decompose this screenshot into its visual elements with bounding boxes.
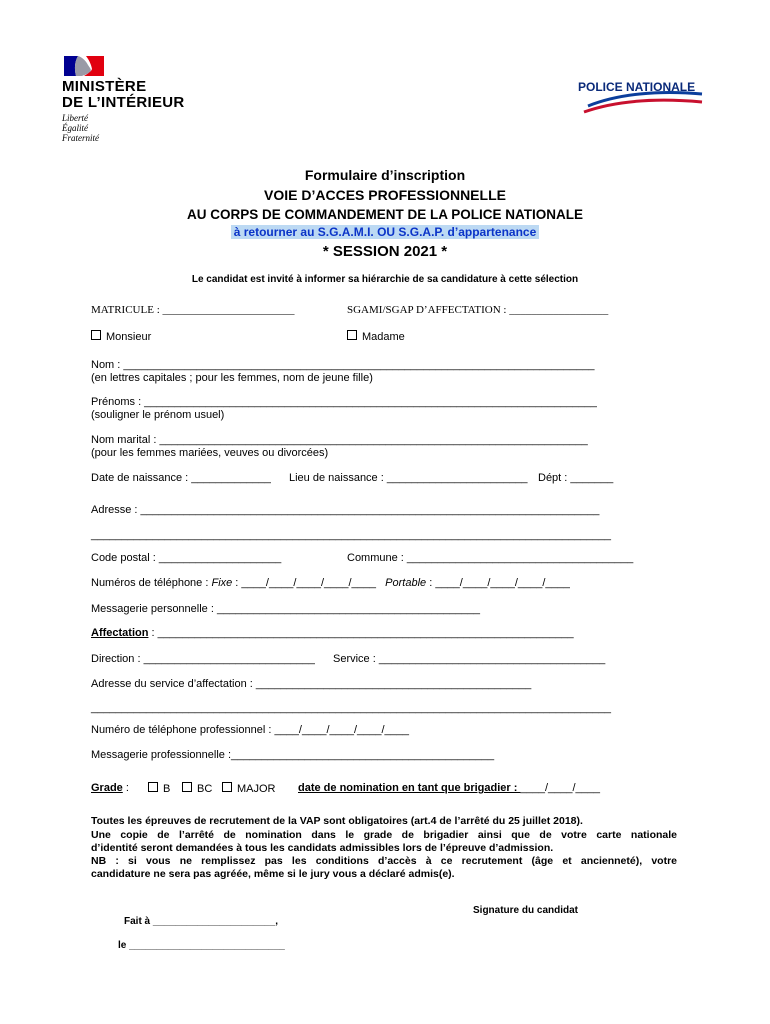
ministry-name-line2: DE L’INTÉRIEUR (62, 94, 185, 111)
affectation-field[interactable]: : ____________________________________________________________________ (148, 627, 574, 639)
grade-label: Grade (91, 782, 123, 794)
affectation-label: Affectation (91, 627, 149, 639)
adresse-service-line2-field[interactable]: _____________________________________________________________________________________ (91, 702, 612, 714)
nom-hint: (en lettres capitales ; pour les femmes, nom de jeune fille) (91, 372, 373, 384)
note-nb-line2: candidature ne sera pas agréée, même si le jury vous a déclaré admis(e). (91, 868, 455, 880)
marianne-icon (62, 55, 106, 77)
nom-marital-field[interactable]: Nom marital : ______________________________________________________________________ (91, 434, 588, 446)
session-title: * SESSION 2021 * (322, 243, 448, 260)
motto-egalite: Égalité (62, 123, 88, 133)
grade-major-label: MAJOR (237, 783, 276, 795)
police-logo-text: POLICE NATIONALE (578, 80, 696, 94)
grade-b-label: B (163, 783, 171, 795)
code-postal-field[interactable]: Code postal : ____________________ (91, 552, 282, 564)
sgami-field[interactable]: SGAMI/SGAP D’AFFECTATION : __________________ (347, 304, 609, 316)
nom-marital-hint: (pour les femmes mariées, veuves ou divorcées) (91, 447, 329, 459)
form-subtitle-corps: AU CORPS DE COMMANDEMENT DE LA POLICE NATIONALE (186, 207, 583, 222)
direction-field[interactable]: Direction : ____________________________ (91, 653, 315, 665)
affectation-row[interactable] (91, 627, 574, 639)
note-nb-line1: NB : si vous ne remplissez pas les conditions d’accès à ce recrutement (âge et ancienneté), votre (91, 855, 677, 867)
prenoms-hint: (souligner le prénom usuel) (91, 409, 225, 421)
messagerie-pro-field[interactable]: Messagerie professionnelle :___________________________________________ (91, 749, 495, 761)
grade-colon: : (122, 782, 129, 794)
telephone-label: Numéros de téléphone : (91, 577, 212, 589)
grade-row (91, 782, 129, 794)
monsieur-label: Monsieur (106, 331, 152, 343)
nom-field[interactable]: Nom : _____________________________________________________________________________ (91, 359, 595, 371)
adresse-service-field[interactable]: Adresse du service d’affectation : _____________________________________________ (91, 678, 532, 690)
grade-bc-checkbox[interactable] (182, 782, 192, 792)
hierarchy-notice: Le candidat est invité à informer sa hiérarchie de sa candidature à cette sélection (191, 274, 579, 285)
note-copy-line2: d’identité seront demandées à tous les candidats admissibles lors de l’épreuve d’admission. (91, 842, 554, 854)
portable-label: Portable (385, 577, 427, 589)
service-field[interactable]: Service : _____________________________________ (333, 653, 606, 665)
form-title: Formulaire d’inscription (304, 167, 466, 183)
madame-option[interactable] (347, 330, 405, 343)
return-instruction: à retourner au S.G.A.M.I. OU S.G.A.P. d’appartenance (231, 225, 540, 239)
madame-checkbox[interactable] (347, 330, 357, 340)
date-nomination-label: date de nomination en tant que brigadier : (298, 782, 521, 794)
form-subtitle-voie: VOIE D’ACCES PROFESSIONNELLE (264, 187, 506, 203)
prenoms-field[interactable]: Prénoms : __________________________________________________________________________ (91, 396, 597, 408)
signature-label: Signature du candidat (473, 905, 579, 916)
monsieur-option[interactable] (91, 330, 151, 343)
grade-b-checkbox[interactable] (148, 782, 158, 792)
portable-field[interactable]: : ____/____/____/____/____ (426, 577, 570, 589)
fixe-label: Fixe (211, 577, 233, 589)
fixe-field[interactable]: : ____/____/____/____/____ (232, 577, 376, 589)
date-nomination-field[interactable]: ____/____/____ (520, 782, 600, 794)
fait-a-field[interactable]: Fait à ______________________, (124, 916, 279, 927)
telephone-row (91, 577, 570, 589)
madame-label: Madame (362, 331, 405, 343)
ministry-name-line1: MINISTÈRE (62, 78, 147, 95)
grade-option-major[interactable] (222, 782, 276, 795)
date-le-field[interactable]: le ____________________________ (118, 940, 285, 951)
grade-bc-label: BC (197, 783, 213, 795)
date-nomination-row[interactable] (298, 782, 600, 794)
adresse-field[interactable]: Adresse : ___________________________________________________________________________ (91, 504, 600, 516)
motto-liberte: Liberté (62, 113, 88, 123)
note-copy-line1: Une copie de l’arrêté de nomination dans le grade de brigadier ainsi que de votre carte nationale (91, 829, 677, 841)
commune-field[interactable]: Commune : _____________________________________ (347, 552, 634, 564)
lieu-naissance-field[interactable]: Lieu de naissance : _______________________ (289, 472, 528, 484)
matricule-field[interactable]: MATRICULE : ________________________ (91, 304, 295, 316)
adresse-line2-field[interactable]: _____________________________________________________________________________________ (91, 529, 612, 541)
grade-major-checkbox[interactable] (222, 782, 232, 792)
dept-field[interactable]: Dépt : _______ (538, 472, 614, 484)
monsieur-checkbox[interactable] (91, 330, 101, 340)
messagerie-personnelle-field[interactable]: Messagerie personnelle : ___________________________________________ (91, 603, 481, 615)
motto-fraternite: Fraternité (62, 133, 99, 143)
grade-option-bc[interactable] (182, 782, 212, 795)
grade-option-b[interactable] (148, 782, 170, 795)
note-obligatory: Toutes les épreuves de recrutement de la VAP sont obligatoires (art.4 de l’arrêté du 25 juillet 2018). (91, 815, 583, 827)
date-naissance-field[interactable]: Date de naissance : _____________ (91, 472, 271, 484)
telephone-pro-field[interactable]: Numéro de téléphone professionnel : ____/____/____/____/____ (91, 724, 410, 736)
